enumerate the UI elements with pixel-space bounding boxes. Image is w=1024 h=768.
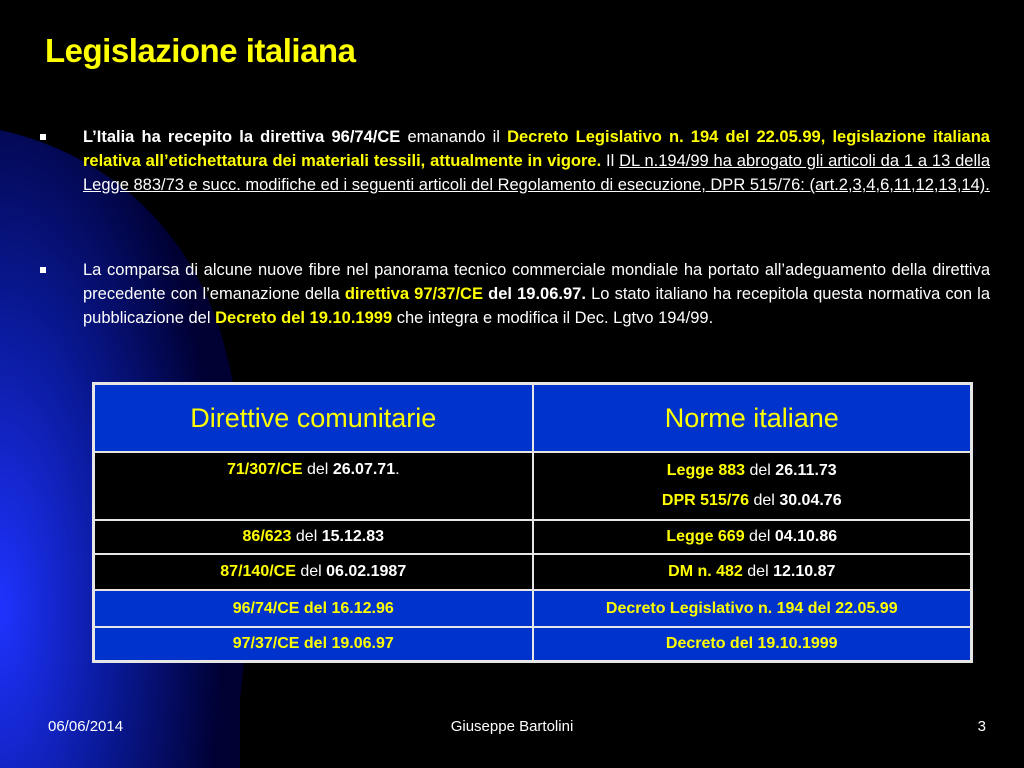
bullet-1-connector: Il — [601, 152, 620, 170]
table-cell: 97/37/CE del 19.06.97 — [94, 627, 533, 661]
bullet-2-mid: Lo stato italiano ha recepitola questa normativa con la pubblicazione del — [83, 285, 990, 327]
cell-del: del — [291, 528, 322, 545]
cell-date: 15.12.83 — [321, 528, 384, 545]
table-row — [94, 554, 972, 590]
header-norme: Norme italiane — [533, 384, 972, 453]
table-header-row — [94, 384, 972, 453]
cell-code: Legge 669 — [666, 528, 745, 545]
cell-date: 30.04.76 — [779, 492, 842, 509]
table-cell: Decreto del 19.10.1999 — [533, 627, 972, 661]
cell-del: del — [302, 461, 333, 478]
cell-code: 86/623 — [242, 528, 292, 545]
cell-date: 06.02.1987 — [326, 563, 407, 580]
bullet-1 — [40, 125, 990, 197]
cell-del: del — [295, 563, 327, 580]
cell-date: 26.11.73 — [775, 462, 837, 479]
bullet-2 — [40, 258, 990, 330]
table-cell — [533, 554, 972, 590]
bullet-2-decree: Decreto del 19.10.1999 — [215, 309, 393, 327]
cell-code: DPR 515/76 — [661, 492, 750, 509]
cell-code: Legge 883 — [666, 462, 746, 479]
cell-line — [534, 460, 971, 482]
cell-del: del — [749, 492, 780, 509]
cell-del: del — [745, 462, 776, 479]
bullet-2-text — [83, 258, 990, 330]
cell-del: del — [744, 528, 775, 545]
bullet-1-abrogation: DL n.194/99 ha abrogato gli articoli da 1 a 13 della Legge 883/73 e succ. modifiche ed i seguenti articoli del Regolamento di esecuzione, DPR 515/76: (art.2,3,4,6,11,12,13,14). — [83, 152, 990, 194]
bullet-1-text — [83, 125, 990, 197]
cell-code: 87/140/CE — [220, 563, 296, 580]
table-cell — [533, 520, 972, 554]
table-cell — [94, 520, 533, 554]
table-row — [94, 590, 972, 627]
table-cell — [533, 452, 972, 520]
footer-page-number: 3 — [977, 718, 986, 735]
bullet-marker — [40, 134, 46, 140]
bullet-marker — [40, 267, 46, 273]
table-row — [94, 452, 972, 520]
footer-date: 06/06/2014 — [48, 718, 124, 735]
table-cell — [94, 554, 533, 590]
bullet-1-lead: L’Italia ha recepito la direttiva 96/74/CE — [83, 128, 401, 146]
cell-code: DM n. 482 — [668, 563, 743, 580]
footer-author: Giuseppe Bartolini — [450, 718, 574, 735]
table-cell: 96/74/CE del 16.12.96 — [94, 590, 533, 627]
cell-del: del — [742, 563, 774, 580]
bullet-1-mid: emanando il — [400, 128, 508, 146]
cell-end: . — [395, 461, 400, 478]
bullet-2-directive: direttiva 97/37/CE — [344, 285, 483, 303]
page-title: Legislazione italiana — [45, 32, 356, 69]
cell-date: 04.10.86 — [774, 528, 838, 545]
cell-date: 12.10.87 — [773, 563, 836, 580]
bullet-2-intro: La comparsa di alcune nuove fibre nel panorama tecnico commerciale mondiale ha portato all’adeguamento della direttiva precedente con l’emanazione della — [83, 261, 990, 303]
table-row — [94, 627, 972, 661]
bullet-1-decree: Decreto Legislativo n. 194 del 22.05.99, legislazione italiana relativa all’etichettatura dei materiali tessili, attualmente in vigore. — [83, 128, 990, 170]
cell-code: 71/307/CE — [226, 461, 303, 478]
cell-line — [534, 490, 971, 512]
table-row — [94, 520, 972, 554]
table-cell: Decreto Legislativo n. 194 del 22.05.99 — [533, 590, 972, 627]
bullet-2-date: del 19.06.97. — [482, 285, 586, 303]
table-cell — [94, 452, 533, 520]
legislation-table — [92, 382, 973, 663]
header-direttive: Direttive comunitarie — [94, 384, 533, 453]
cell-date: 26.07.71 — [332, 461, 396, 478]
bullet-2-end: che integra e modifica il Dec. Lgtvo 194/99. — [392, 309, 714, 327]
